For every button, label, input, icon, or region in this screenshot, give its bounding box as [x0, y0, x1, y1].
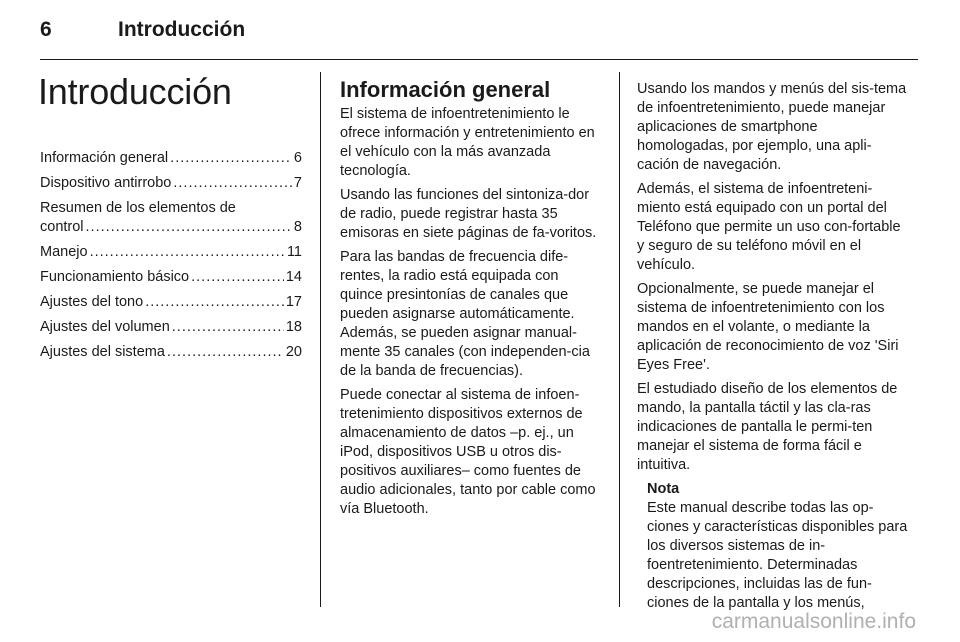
toc-leader-dots	[172, 318, 284, 337]
toc-label: Manejo	[40, 244, 88, 260]
toc-label: Información general	[40, 150, 169, 166]
paragraph: Opcionalmente, se puede manejar el sistema de infoentretenimiento con los mandos en el volante, o mediante la aplicación de reconocimiento de voz 'Siri Eyes Free'.	[637, 281, 899, 373]
toc-leader-dots	[90, 243, 285, 262]
toc-item-resumen-elementos[interactable]	[40, 199, 302, 237]
right-column	[637, 80, 909, 613]
toc-item-informacion-general[interactable]	[40, 149, 302, 168]
toc-item-ajustes-tono[interactable]	[40, 293, 302, 312]
table-of-contents	[40, 149, 302, 368]
paragraph: Puede conectar al sistema de infoen-tretenimiento dispositivos externos de almacenamiento de datos –p. ej., un iPod, dispositivos USB u otros dis-positivos auxiliares– como fuentes de audio adicionales, tanto por cable como vía Bluetooth.	[340, 387, 596, 517]
note-text: Este manual describe todas las op-ciones y características disponibles para los diversos sistemas de in-foentretenimiento. Determinadas descripciones, incluidas las de fun-ciones de la pantalla y los menús,	[647, 500, 908, 611]
toc-leader-dots	[191, 268, 284, 287]
paragraph: El estudiado diseño de los elementos de mando, la pantalla táctil y las cla-ras indicaciones de pantalla le permi-ten manejar el sistema de forma fácil e intuitiva.	[637, 381, 898, 473]
toc-page: 6	[293, 150, 302, 166]
toc-item-funcionamiento-basico[interactable]	[40, 268, 302, 287]
toc-page: 17	[285, 294, 302, 310]
section-heading: Información general	[340, 77, 551, 102]
toc-page: 11	[286, 244, 302, 260]
toc-leader-dots	[167, 343, 284, 362]
toc-label: Dispositivo antirrobo	[40, 175, 172, 191]
column-divider	[619, 72, 620, 607]
toc-label: Funcionamiento básico	[40, 269, 190, 285]
toc-item-manejo[interactable]	[40, 243, 302, 262]
toc-page: 14	[285, 269, 302, 285]
toc-page: 7	[293, 175, 302, 191]
toc-page: 20	[285, 344, 302, 360]
paragraph: Usando las funciones del sintoniza-dor de radio, puede registrar hasta 35 emisoras en siete páginas de fa-voritos.	[340, 187, 597, 241]
toc-label: Ajustes del tono	[40, 294, 144, 310]
toc-label: control	[40, 219, 84, 235]
header-title: Introducción	[118, 18, 246, 41]
toc-item-dispositivo-antirrobo[interactable]	[40, 174, 302, 193]
toc-label: Ajustes del sistema	[40, 344, 165, 360]
toc-leader-dots	[86, 218, 292, 237]
toc-item-ajustes-sistema[interactable]	[40, 343, 302, 362]
toc-leader-dots	[173, 174, 292, 193]
page-number: 6	[40, 18, 52, 41]
note-box	[647, 480, 909, 613]
column-divider	[320, 72, 321, 607]
toc-page: 8	[293, 219, 302, 235]
chapter-title: Introducción	[38, 71, 232, 112]
watermark: carmanualsonline.info	[711, 610, 916, 633]
paragraph: Para las bandas de frecuencia dife-rentes, la radio está equipada con quince presintonías de canales que pueden asignarse automáticamente. Además, se pueden asignar manual-mente 35 canales (con independen-cia de la banda de frecuencias).	[340, 249, 590, 379]
toc-leader-dots	[145, 293, 284, 312]
toc-label: Ajustes del volumen	[40, 319, 170, 335]
paragraph: Usando los mandos y menús del sis-tema de infoentretenimiento, puede manejar aplicaciones de smartphone homologadas, por ejemplo, una apli-cación de navegación.	[637, 81, 907, 173]
toc-item-ajustes-volumen[interactable]	[40, 318, 302, 337]
paragraph: Además, el sistema de infoentreteni-miento está equipado con un portal del Teléfono que permite un uso con-fortable y seguro de su teléfono móvil en el vehículo.	[637, 181, 901, 273]
paragraph: El sistema de infoentretenimiento le ofrece información y entretenimiento en el vehículo con la más avanzada tecnología.	[340, 106, 595, 179]
middle-column	[340, 77, 605, 524]
header-rule	[40, 59, 918, 60]
note-heading: Nota	[647, 481, 680, 497]
toc-label: Resumen de los elementos de	[40, 200, 236, 216]
toc-page: 18	[285, 319, 302, 335]
toc-leader-dots	[170, 149, 292, 168]
